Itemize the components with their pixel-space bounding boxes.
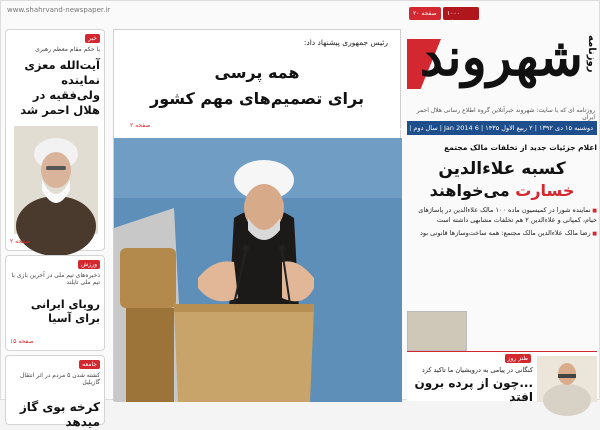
kicker: ذخیره‌های تیم ملی در آخرین بازی با تیم ملی تایلند <box>11 272 100 286</box>
masthead-subtitle: روزنامه <box>586 35 597 73</box>
lead-headline-highlight: خسارت <box>515 181 575 200</box>
lead-bullet: ■ نماینده شورا در کمیسیون ماده ۱۰۰ مالک علاءالدین در پاساژهای خیام، کمپانی و علاءالدین ۲ هم تخلفات مشابهی داشته است <box>407 206 597 225</box>
headline: ...چون از پرده برون افتد <box>414 376 533 404</box>
cleric-portrait <box>14 126 98 234</box>
lead-kicker: اعلام جزئیات جدید از تخلفات مالک مجتمع <box>444 143 597 152</box>
lead-headline-line2 <box>407 180 597 202</box>
kicker: کنگانی در پیامی به درویشیان ما تاکید کرد <box>421 366 533 374</box>
satire-box[interactable] <box>407 351 597 404</box>
section-tag: طنز روز <box>505 354 532 363</box>
text-column <box>472 257 532 349</box>
sidebar-sports-box[interactable] <box>5 255 105 351</box>
lead-bullet: ■ رضا مالک علاءالدین مالک مجتمع: همه ساخت‌وسازها قانونی بود <box>407 229 597 239</box>
page-ref: صفحه ۱۵ <box>10 338 34 345</box>
dateline: دوشنبه ۱۵ دی ۱۳۹۲ | ۲ ربیع الاول ۱۴۳۵ | 6 Jan 2014 | سال دوم | شماره ۲۲۰ <box>407 121 597 135</box>
feature-kicker: رئیس جمهوری پیشنهاد داد: <box>303 38 388 47</box>
president-photo <box>114 138 402 402</box>
masthead[interactable] <box>407 19 597 121</box>
site-url[interactable]: www.shahrvand-newspaper.ir <box>7 6 111 14</box>
price-badge: ۱۰۰۰ تومان <box>443 7 479 20</box>
kicker: کشته شدن ۵ مردم در اثر انتقال گازیلیل <box>19 372 100 386</box>
section-tag: ورزش <box>78 260 100 269</box>
text-column <box>537 257 597 349</box>
masthead-title: شهروند <box>419 27 583 88</box>
sidebar-news-box[interactable] <box>5 29 105 251</box>
feature-headline-line1: همه پرسی <box>214 63 300 82</box>
headline: کرخه بوی گاز میدهد <box>19 400 100 429</box>
inline-photo <box>407 311 467 351</box>
feature-headline <box>120 60 394 112</box>
headline: آیت‌الله معزی نماینده ولی‌فقیه در هلال احمر شد <box>20 58 100 117</box>
lead-headline-rest: می‌خواهند <box>429 181 510 200</box>
left-sidebar <box>5 21 109 429</box>
kicker: با حکم مقام معظم رهبری <box>35 46 100 53</box>
lead-headline-line1: کسبه علاءالدین <box>438 159 566 179</box>
section-tag: خبر <box>85 34 100 43</box>
lead-story[interactable] <box>407 139 597 239</box>
feature-story[interactable] <box>113 29 401 401</box>
headline: رویای ایرانی برای آسیا <box>30 298 100 325</box>
page-ref: صفحه ۲ <box>130 122 151 129</box>
page-count-badge: ۲۰ صفحه <box>409 7 441 20</box>
section-tag: جامعه <box>79 360 100 369</box>
page-ref: صفحه ۲ <box>10 238 31 245</box>
feature-headline-line2: برای تصمیم‌های مهم کشور <box>149 89 364 108</box>
sidebar-society-box[interactable] <box>5 355 105 429</box>
masthead-tagline: روزنامه ای که با سایت: شهروند خبرآنلاین گروه اطلاع رسانی هلال احمر ایران <box>416 107 595 121</box>
bottom-photo <box>537 356 597 402</box>
